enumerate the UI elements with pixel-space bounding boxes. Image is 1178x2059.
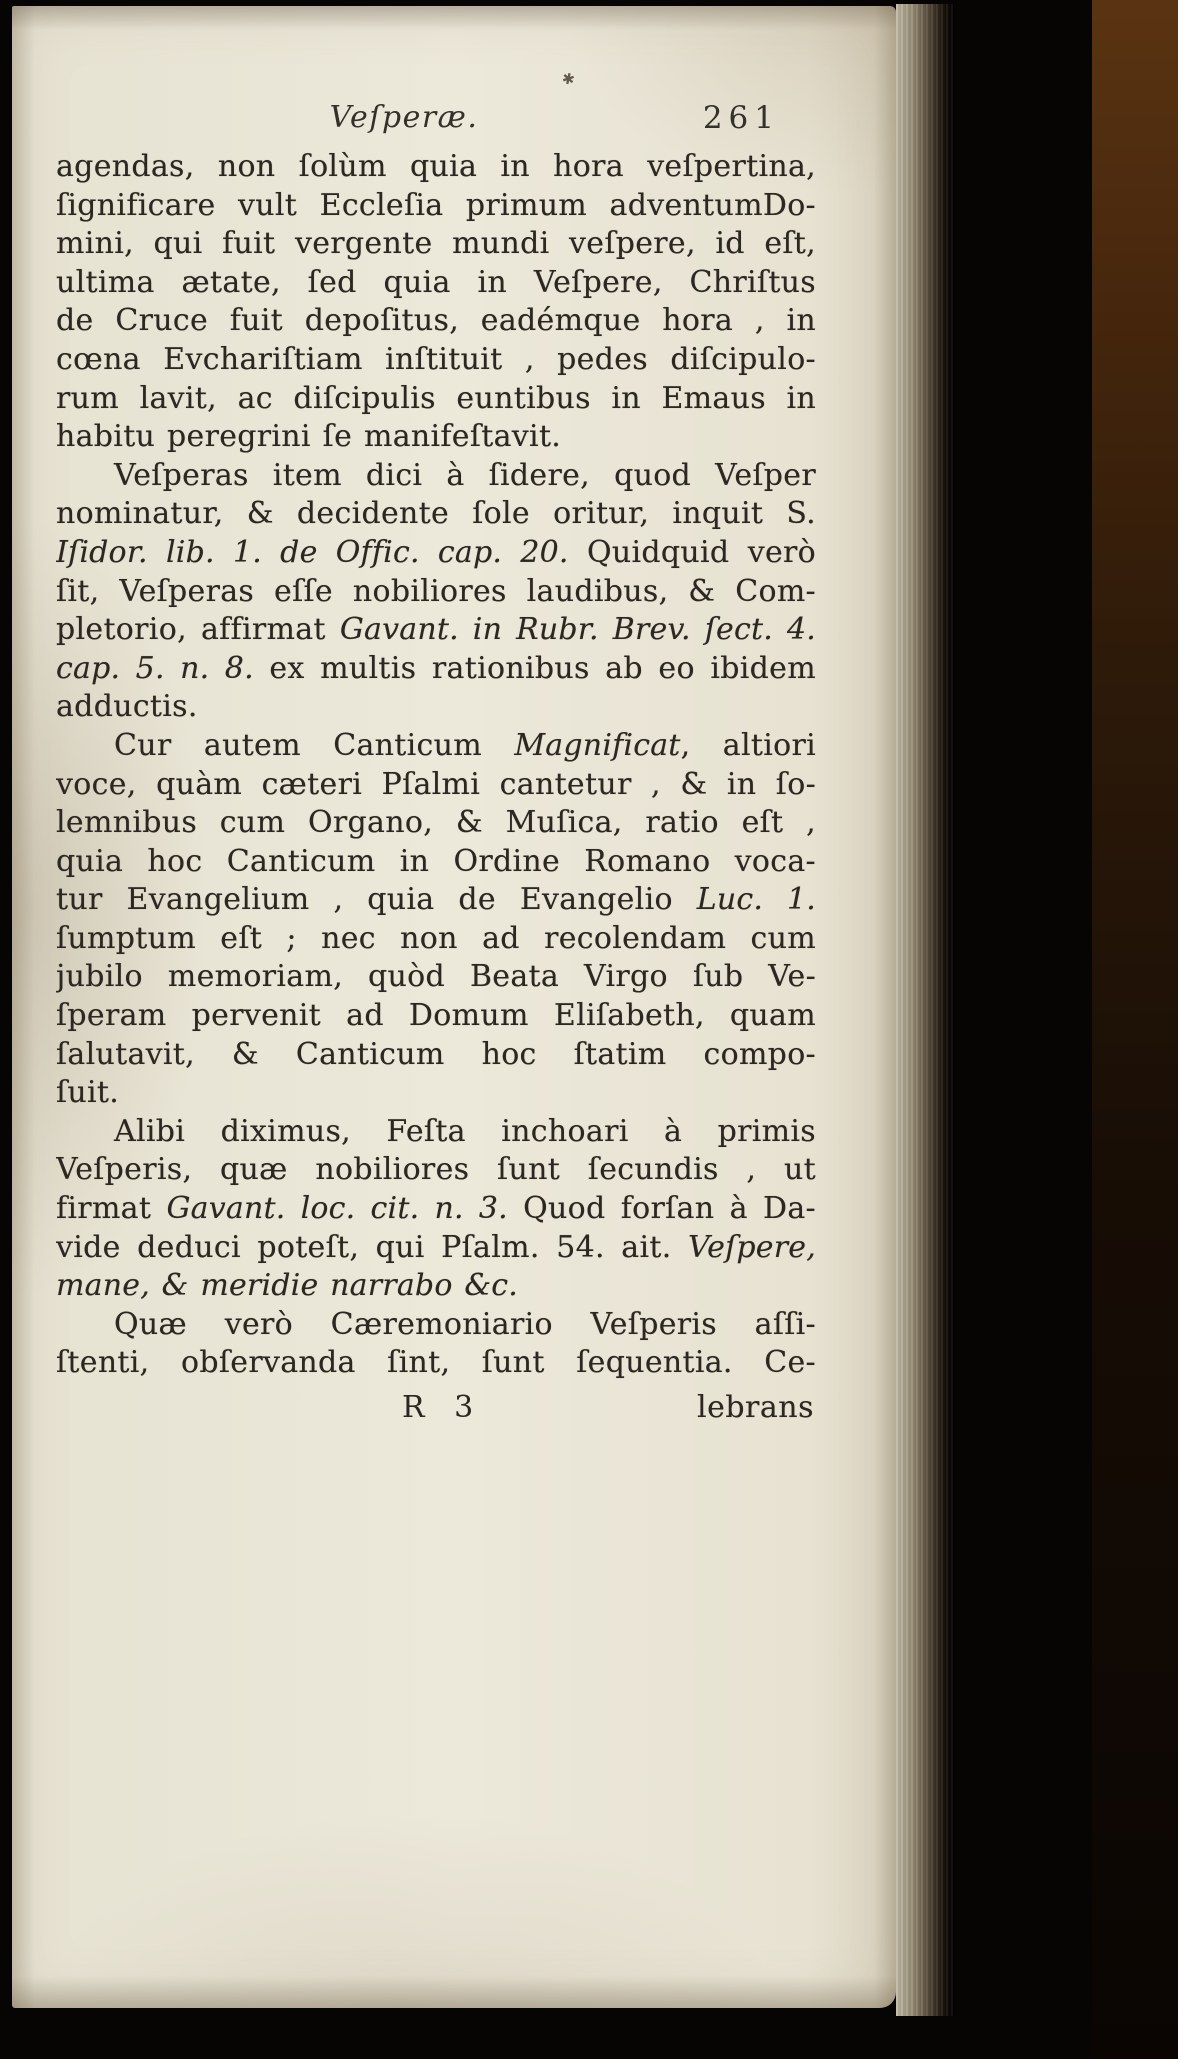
text-line xyxy=(56,148,816,187)
text-line xyxy=(56,1267,816,1306)
running-title: Veſperæ. xyxy=(329,100,479,135)
text-segment: vide deduci poteſt, qui Pſalm. 54. ait. xyxy=(56,1229,689,1265)
text-line xyxy=(56,1229,816,1268)
text-line xyxy=(56,534,816,573)
text-segment: jubilo memoriam, quòd Beata Virgo ſub Ve- xyxy=(56,959,816,995)
text-line xyxy=(56,611,816,650)
italic-text-segment: Magnificat xyxy=(514,727,681,763)
text-segment: ex multis rationibus ab eo ibidem xyxy=(253,650,816,686)
text-line xyxy=(56,457,816,496)
text-line xyxy=(56,495,816,534)
text-segment: habitu peregrini ſe manifeſtavit. xyxy=(56,419,562,455)
running-header xyxy=(56,100,816,144)
text-line xyxy=(56,1306,816,1345)
text-segment: quia hoc Canticum in Ordine Romano voca- xyxy=(56,843,816,879)
text-segment: ſit, Veſperas eſſe nobiliores laudibus, & Com- xyxy=(56,573,816,609)
text-line xyxy=(56,1113,816,1152)
text-line xyxy=(56,1151,816,1190)
page-footer xyxy=(56,1390,816,1432)
text-segment: ſumptum eſt ; nec non ad recolendam cum xyxy=(56,920,816,956)
text-line xyxy=(56,380,816,419)
text-segment: lemnibus cum Organo, & Muſica, ratio eſt , xyxy=(56,805,816,841)
text-line xyxy=(56,650,816,689)
text-line xyxy=(56,1074,816,1113)
text-segment: tur Evangelium , quia de Evangelio xyxy=(56,882,697,918)
text-segment: mini, qui fuit vergente mundi veſpere, id eſt, xyxy=(56,226,816,262)
text-segment: Quæ verò Cæremoniario Veſperis aſſi- xyxy=(114,1306,816,1342)
text-line xyxy=(56,264,816,303)
italic-text-segment: Iſidor. lib. 1. de Offic. cap. 20. xyxy=(56,534,569,570)
text-segment: Cur autem Canticum xyxy=(114,727,515,763)
text-line xyxy=(56,727,816,766)
text-segment: ultima ætate, ſed quia in Veſpere, Chriſtus xyxy=(56,264,816,300)
text-line xyxy=(56,804,816,843)
text-line xyxy=(56,1190,816,1229)
text-segment: cœna Evchariſtiam inſtituit , pedes diſcipulo- xyxy=(56,341,816,377)
text-segment: ſperam pervenit ad Domum Eliſabeth, quam xyxy=(56,998,816,1034)
ink-mark-icon: ✱ xyxy=(560,68,577,90)
text-segment: ſignificare vult Eccleſia primum adventumDo- xyxy=(56,187,816,223)
text-segment: Alibi diximus, Feſta inchoari à primis xyxy=(114,1113,816,1149)
italic-text-segment: Veſpere, xyxy=(688,1229,816,1265)
text-segment: firmat xyxy=(56,1191,167,1227)
text-segment: de Cruce fuit depoſitus, eadémque hora , in xyxy=(56,303,816,339)
page xyxy=(12,6,896,2008)
text-line xyxy=(56,881,816,920)
text-segment: adductis. xyxy=(56,689,198,725)
text-line xyxy=(56,766,816,805)
text-line xyxy=(56,225,816,264)
catchword: lebrans xyxy=(697,1390,814,1425)
text-segment: ſtenti, obſervanda ſint, ſunt ſequentia. Ce- xyxy=(56,1345,816,1381)
text-segment: pletorio, affirmat xyxy=(56,612,340,648)
text-segment: Veſperas item dici à ſidere, quod Veſper xyxy=(114,457,816,493)
text-segment: Quod forſan à Da- xyxy=(507,1191,816,1227)
text-line xyxy=(56,920,816,959)
text-line xyxy=(56,302,816,341)
text-segment: Veſperis, quæ nobiliores ſunt ſecundis , ut xyxy=(56,1152,816,1188)
text-segment: ſuit. xyxy=(56,1075,120,1111)
italic-text-segment: cap. 5. n. 8. xyxy=(56,650,254,686)
text-segment: voce, quàm cæteri Pſalmi cantetur , & in ſo- xyxy=(56,766,816,802)
text-line xyxy=(56,187,816,226)
text-line xyxy=(56,1344,816,1383)
text-segment: , altiori xyxy=(680,727,816,763)
signature-mark: R 3 xyxy=(402,1390,476,1425)
text-line xyxy=(56,997,816,1036)
page-fore-edge xyxy=(896,4,954,2016)
text-segment: rum lavit, ac diſcipulis euntibus in Emaus in xyxy=(56,380,816,416)
text-line xyxy=(56,341,816,380)
text-line xyxy=(56,843,816,882)
italic-text-segment: Gavant. loc. cit. n. 3. xyxy=(166,1191,508,1227)
italic-text-segment: Luc. 1. xyxy=(696,882,816,918)
text-line xyxy=(56,1036,816,1075)
book-cover-edge xyxy=(1092,0,1178,2059)
text-line xyxy=(56,688,816,727)
text-line xyxy=(56,958,816,997)
text-line xyxy=(56,573,816,612)
text-line xyxy=(56,418,816,457)
text-segment: ſalutavit, & Canticum hoc ſtatim compo- xyxy=(56,1036,816,1072)
text-segment: nominatur, & decidente ſole oritur, inquit S. xyxy=(56,496,816,532)
text-segment: Quidquid verò xyxy=(568,534,816,570)
italic-text-segment: mane, & meridie narrabo &c. xyxy=(56,1268,518,1304)
text-segment: agendas, non ſolùm quia in hora veſpertina, xyxy=(56,149,816,184)
page-number: 261 xyxy=(702,100,780,136)
italic-text-segment: Gavant. in Rubr. Brev. ſect. 4. xyxy=(339,612,816,648)
page-body xyxy=(56,148,816,1383)
